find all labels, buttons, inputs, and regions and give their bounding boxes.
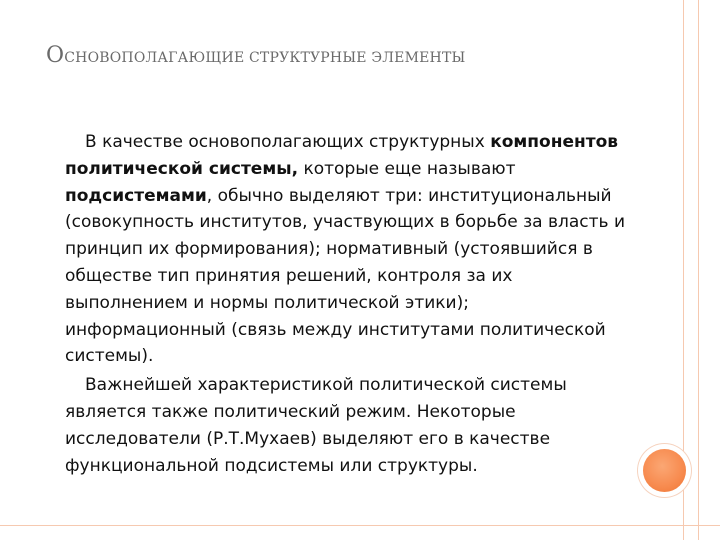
paragraph-1-text-1: В качестве основополагающих структурных [85,132,491,152]
slide-body [65,129,635,479]
paragraph-1-bold-2: подсистемами [65,185,207,206]
paragraph-1 [65,129,635,370]
frame-line-bottom [0,525,720,526]
paragraph-1-text-2: которые еще называют [298,158,516,179]
title-first-letter: О [46,43,65,68]
title-text: СНОВОПОЛАГАЮЩИЕ СТРУКТУРНЫЕ ЭЛЕМЕНТЫ [64,50,466,66]
paragraph-2: Важнейшей характеристикой политической системы является также политический режим. Некоторые исследователи (Р.Т.Мухаев) выделяют его в качестве функциональной подсистемы или структуры. [65,375,567,476]
slide-title [46,36,666,78]
paragraph-1-bold-1: компонентов политической системы, [65,132,619,179]
frame-line-right [698,0,699,540]
paragraph-1-text-3: , обычно выделяют три: институциональный (совокупность институтов, участвующих в борьбе за власть и принцип их формирования); нормативный (устоявшийся в обществе тип принятия решений, контроля за их выполнением и нормы политической этики); информационный (связь между институтами политической системы). [65,185,626,367]
accent-circle [643,449,686,492]
